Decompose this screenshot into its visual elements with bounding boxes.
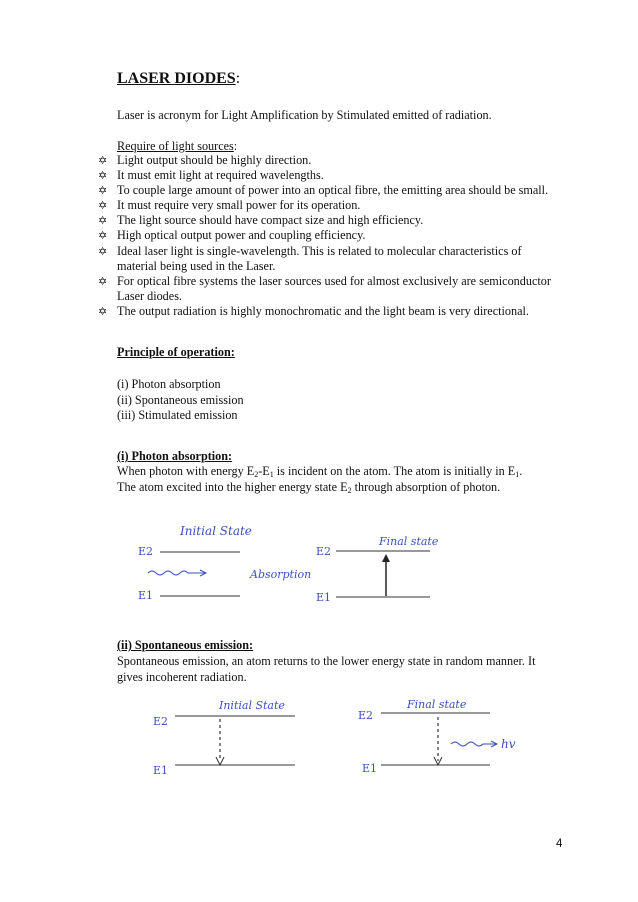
photon-wave-icon [148, 571, 206, 575]
absorption-diagram [130, 515, 470, 615]
list-item: ✡ The light source should have compact size and high efficiency. [98, 213, 424, 228]
absorption-label: Absorption [250, 568, 312, 581]
e2-level-label: E2 [316, 545, 332, 558]
absorption-heading: (i) Photon absorption: [117, 449, 233, 463]
list-item: ✡ For optical fibre systems the laser sources used for almost exclusively are semiconductor Laser diodes. [98, 273, 551, 303]
e1-level-label: E1 [316, 591, 332, 604]
star-bullet-icon: ✡ [98, 184, 108, 198]
list-item: (iii) Stimulated emission [117, 408, 238, 422]
star-bullet-icon: ✡ [98, 304, 108, 318]
initial-state-label: Initial State [219, 699, 285, 712]
e1-level-label: E1 [138, 589, 154, 602]
final-state-label: Final state [379, 535, 439, 548]
list-item: ✡ The output radiation is highly monochromatic and the light beam is very directional. [98, 303, 529, 318]
requirements-heading: Require of light sources: [117, 139, 238, 153]
intro-text: Laser is acronym for Light Amplification by Stimulated emitted of radiation. [117, 108, 492, 122]
list-item: ✡ Ideal laser light is single-wavelength. This is related to molecular characteristics of material being used in the Laser. [98, 243, 522, 273]
e2-level-label: E2 [138, 545, 154, 558]
star-bullet-icon: ✡ [98, 214, 108, 228]
absorption-text-line2: The atom excited into the higher energy state $E_2$ through absorption of photon. [117, 480, 501, 495]
photon-wave-icon [451, 742, 497, 746]
page-number: 4 [556, 838, 563, 850]
hv-label: hv [501, 737, 516, 751]
principle-list [117, 377, 244, 424]
principle-heading: Principle of operation: [117, 345, 235, 359]
list-item: ✡ High optical output power and coupling efficiency. [98, 228, 366, 243]
spontaneous-text-line1: Spontaneous emission, an atom returns to the lower energy state in random manner. It [117, 654, 536, 668]
absorption-text-line1: When photon with energy $E_2-E_1$ is incident on the atom. The atom is initially in $E_1$. [117, 464, 523, 479]
list-item: (ii) Spontaneous emission [117, 392, 244, 407]
list-item: ✡ To couple large amount of power into an optical fibre, the emitting area should be small. [98, 183, 549, 198]
e2-level-label: E2 [358, 709, 374, 722]
page-title: LASER DIODES: [117, 70, 241, 87]
list-item: ✡ Light output should be highly direction. [98, 153, 312, 167]
star-bullet-icon: ✡ [98, 199, 108, 213]
spontaneous-heading: (ii) Spontaneous emission: [117, 638, 254, 652]
star-bullet-icon: ✡ [98, 274, 108, 288]
initial-state-label: Initial State [180, 524, 252, 538]
arrow-head-icon [382, 554, 390, 562]
list-item: ✡ It must require very small power for its operation. [98, 198, 361, 213]
final-state-label: Final state [407, 698, 467, 711]
spontaneous-text-line2: gives incoherent radiation. [117, 670, 247, 684]
requirements-list [98, 153, 558, 319]
star-bullet-icon: ✡ [98, 229, 108, 243]
e1-level-label: E1 [362, 762, 378, 775]
list-item: (i) Photon absorption [117, 377, 221, 391]
e2-level-label: E2 [153, 715, 169, 728]
star-bullet-icon: ✡ [98, 244, 108, 258]
star-bullet-icon: ✡ [98, 154, 108, 167]
e1-level-label: E1 [153, 764, 169, 777]
spontaneous-diagram [145, 695, 545, 785]
list-item: ✡ It must emit light at required wavelengths. [98, 168, 324, 183]
star-bullet-icon: ✡ [98, 169, 108, 183]
